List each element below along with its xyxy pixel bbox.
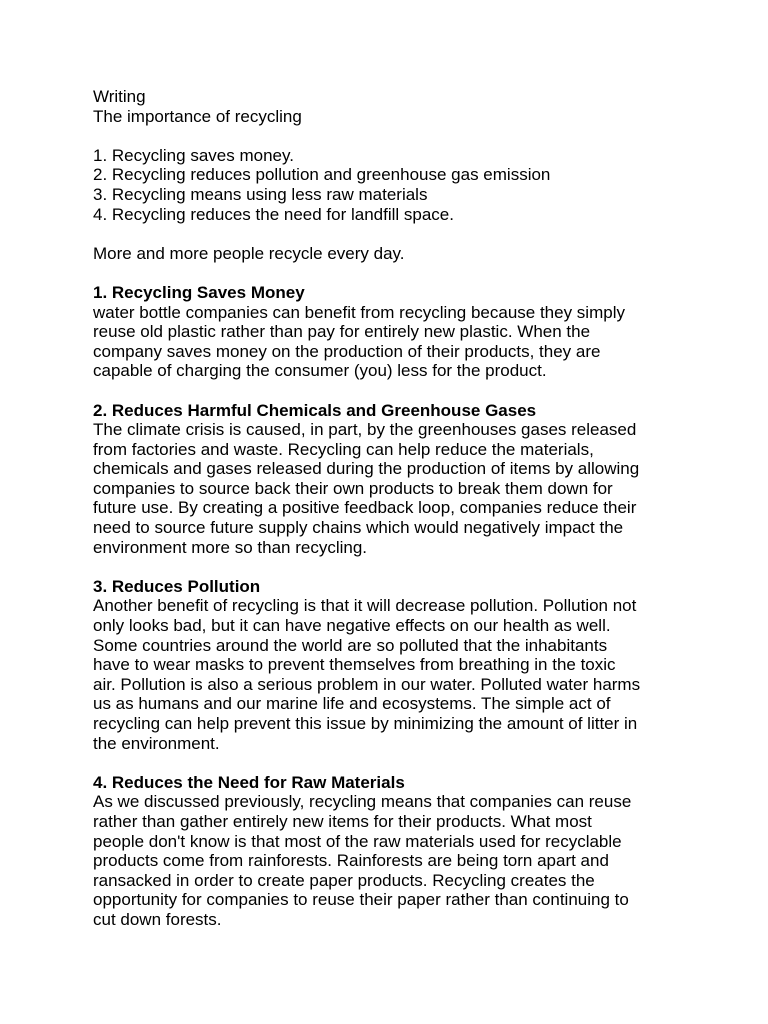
section-reduces-pollution	[93, 577, 693, 753]
paragraph-line: air. Pollution is also a serious problem in our water. Polluted water harms	[93, 674, 641, 694]
intro-text: More and more people recycle every day.	[93, 243, 405, 263]
section-heading: 1. Recycling Saves Money	[93, 282, 305, 302]
paragraph-line: the environment.	[93, 733, 220, 753]
paragraph-line: The climate crisis is caused, in part, by the greenhouses gases released	[93, 420, 637, 440]
document-page	[93, 87, 693, 930]
paragraph-line: need to source future supply chains which would negatively impact the	[93, 518, 624, 538]
spacer	[93, 557, 693, 577]
paragraph-line: companies to source back their own products to break them down for	[93, 478, 613, 498]
document-title: The importance of recycling	[93, 106, 302, 126]
paragraph-line: future use. By creating a positive feedback loop, companies reduce their	[93, 498, 637, 518]
paragraph-line: water bottle companies can benefit from recycling because they simply	[93, 302, 625, 322]
summary-list	[93, 146, 693, 224]
paragraph-line: cut down forests.	[93, 909, 222, 929]
paragraph-line: opportunity for companies to reuse their paper rather than continuing to	[93, 890, 629, 910]
paragraph-line: As we discussed previously, recycling means that companies can reuse	[93, 792, 632, 812]
paragraph-line: from factories and waste. Recycling can help reduce the materials,	[93, 439, 594, 459]
list-item: 2. Recycling reduces pollution and greenhouse gas emission	[93, 165, 551, 185]
list-item: 1. Recycling saves money.	[93, 145, 294, 165]
spacer	[93, 753, 693, 773]
paragraph-line: people don't know is that most of the raw materials used for recyclable	[93, 831, 622, 851]
document-label: Writing	[93, 87, 146, 106]
section-raw-materials	[93, 773, 693, 930]
paragraph-line: company saves money on the production of their products, they are	[93, 341, 601, 361]
spacer	[93, 381, 693, 401]
section-heading: 3. Reduces Pollution	[93, 576, 261, 596]
paragraph-line: ransacked in order to create paper products. Recycling creates the	[93, 870, 595, 890]
paragraph-line: only looks bad, but it can have negative effects on our health as well.	[93, 616, 611, 636]
paragraph-line: have to wear masks to prevent themselves from breathing in the toxic	[93, 655, 616, 675]
paragraph-line: recycling can help prevent this issue by minimizing the amount of litter in	[93, 714, 638, 733]
spacer	[93, 126, 693, 146]
paragraph-line: Some countries around the world are so polluted that the inhabitants	[93, 635, 608, 655]
paragraph-line: chemicals and gases released during the production of items by allowing	[93, 459, 640, 479]
paragraph-line: Another benefit of recycling is that it will decrease pollution. Pollution not	[93, 596, 637, 616]
section-heading: 4. Reduces the Need for Raw Materials	[93, 772, 405, 792]
list-item: 4. Recycling reduces the need for landfill space.	[93, 204, 454, 224]
spacer	[93, 263, 693, 283]
paragraph-line: products come from rainforests. Rainforests are being torn apart and	[93, 851, 609, 871]
paragraph-line: us as humans and our marine life and ecosystems. The simple act of	[93, 694, 611, 714]
paragraph-line: capable of charging the consumer (you) less for the product.	[93, 361, 547, 381]
section-heading: 2. Reduces Harmful Chemicals and Greenhouse Gases	[93, 400, 537, 420]
paragraph-line: environment more so than recycling.	[93, 537, 368, 557]
list-item: 3. Recycling means using less raw materials	[93, 184, 428, 204]
paragraph-line: reuse old plastic rather than pay for entirely new plastic. When the	[93, 322, 591, 342]
paragraph-line: rather than gather entirely new items for their products. What most	[93, 811, 592, 831]
section-saves-money	[93, 283, 693, 381]
spacer	[93, 224, 693, 244]
section-harmful-chemicals	[93, 401, 693, 558]
